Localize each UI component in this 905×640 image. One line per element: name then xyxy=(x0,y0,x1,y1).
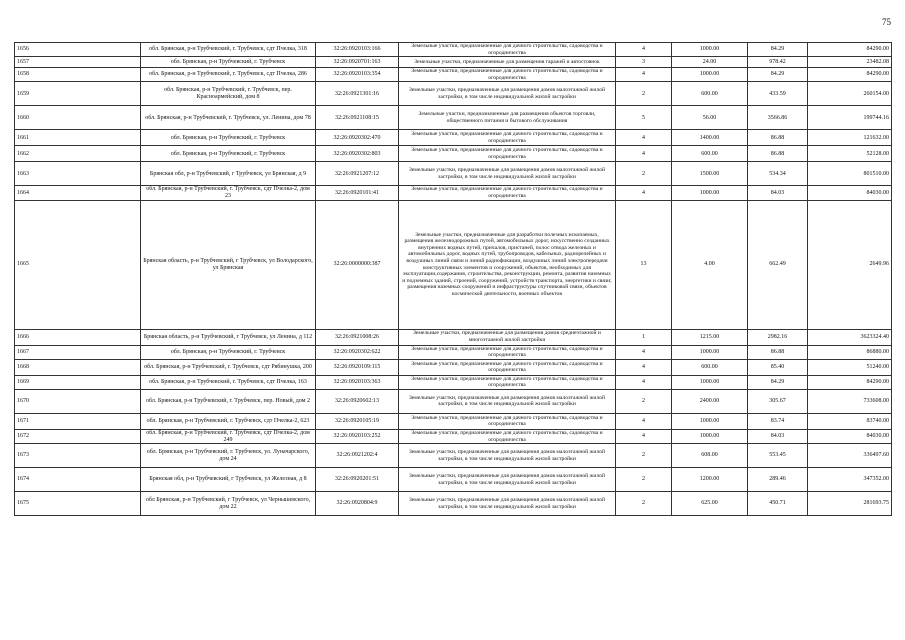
specific-value-cell: 84.03 xyxy=(748,429,808,443)
cadastral-value-cell: 347352.00 xyxy=(808,468,892,492)
cadastral-value-cell: 84290.00 xyxy=(808,68,892,82)
row-number-cell: 1673 xyxy=(15,444,141,468)
table-row xyxy=(15,186,892,200)
cadastral-value-cell: 84030.00 xyxy=(808,186,892,200)
cadastral-number-cell: 32:26:0920201:51 xyxy=(316,468,399,492)
table-row xyxy=(15,429,892,443)
area-cell: 600.00 xyxy=(672,359,748,375)
land-use-cell: Земельные участки, предназначенные для дачного строительства, садоводства и огородничества xyxy=(399,375,616,389)
specific-value-cell: 450.71 xyxy=(748,492,808,516)
category-cell: 4 xyxy=(616,43,672,57)
category-cell: 1 xyxy=(616,329,672,345)
cadastral-number-cell: 32:26:0920804:9 xyxy=(316,492,399,516)
cadastral-number-cell: 32:26:0920602:13 xyxy=(316,389,399,413)
table-row xyxy=(15,146,892,162)
address-cell: обл. Брянская, р-н Трубчевский, г. Трубчевск, сдт Пчелка-2, дом 23 xyxy=(141,186,316,200)
specific-value-cell: 84.29 xyxy=(748,43,808,57)
row-number-cell: 1667 xyxy=(15,345,141,359)
cadastral-number-cell: 32:26:0921008:26 xyxy=(316,329,399,345)
registry-body xyxy=(15,43,892,516)
specific-value-cell: 86.88 xyxy=(748,130,808,146)
cadastral-number-cell: 32:26:0920103:252 xyxy=(316,429,399,443)
row-number-cell: 1660 xyxy=(15,106,141,130)
table-row xyxy=(15,68,892,82)
cadastral-value-cell: 281693.75 xyxy=(808,492,892,516)
table-row xyxy=(15,82,892,106)
area-cell: 1000.00 xyxy=(672,186,748,200)
address-cell: обл. Брянская, р-н Трубчевский, г. Трубчевск xyxy=(141,57,316,68)
table-row xyxy=(15,329,892,345)
row-number-cell: 1656 xyxy=(15,43,141,57)
cadastral-number-cell: 32:26:0921202:4 xyxy=(316,444,399,468)
cadastral-number-cell: 32:26:0920302:803 xyxy=(316,146,399,162)
land-use-cell: Земельные участки, предназначенные для размещения домов малоэтажной жилой застройки, в том числе индивидуальной жилой застройки xyxy=(399,389,616,413)
row-number-cell: 1669 xyxy=(15,375,141,389)
land-use-cell: Земельные участки, предназначенные для размещения объектов торговли, общественного питания и бытового обслуживания xyxy=(399,106,616,130)
cadastral-number-cell: 32:26:0920103:363 xyxy=(316,375,399,389)
address-cell: обл. Брянская, р-н Трубчевский, г. Трубчевск, сдт Рябинушка, 200 xyxy=(141,359,316,375)
cadastral-number-cell: 32:26:0920101:41 xyxy=(316,186,399,200)
area-cell: 1000.00 xyxy=(672,413,748,429)
category-cell: 4 xyxy=(616,413,672,429)
specific-value-cell: 86.88 xyxy=(748,345,808,359)
category-cell: 4 xyxy=(616,68,672,82)
area-cell: 1000.00 xyxy=(672,68,748,82)
table-row xyxy=(15,359,892,375)
area-cell: 600.00 xyxy=(672,82,748,106)
cadastral-number-cell: 32:26:0921207:12 xyxy=(316,162,399,186)
cadastral-value-cell: 83740.00 xyxy=(808,413,892,429)
address-cell: Брянская область, р-н Трубчевский, г Трубчевск, ул Ленина, д 112 xyxy=(141,329,316,345)
cadastral-value-cell: 23482.08 xyxy=(808,57,892,68)
cadastral-value-cell: 86880.00 xyxy=(808,345,892,359)
address-cell: обл. Брянская, р-н Трубчевский, г. Трубчевск xyxy=(141,130,316,146)
area-cell: 2400.00 xyxy=(672,389,748,413)
specific-value-cell: 2982.16 xyxy=(748,329,808,345)
category-cell: 4 xyxy=(616,345,672,359)
table-row xyxy=(15,106,892,130)
category-cell: 5 xyxy=(616,106,672,130)
area-cell: 1215.00 xyxy=(672,329,748,345)
category-cell: 4 xyxy=(616,429,672,443)
cadastral-value-cell: 51240.00 xyxy=(808,359,892,375)
area-cell: 4.00 xyxy=(672,200,748,329)
row-number-cell: 1658 xyxy=(15,68,141,82)
specific-value-cell: 978.42 xyxy=(748,57,808,68)
land-use-cell: Земельные участки, предназначенные для размещения домов малоэтажной жилой застройки, в том числе индивидуальной жилой застройки xyxy=(399,468,616,492)
table-row xyxy=(15,130,892,146)
row-number-cell: 1668 xyxy=(15,359,141,375)
specific-value-cell: 83.74 xyxy=(748,413,808,429)
address-cell: обл. Брянская, р-н Трубчевский, г. Трубчевск, сдт Пчелка, 163 xyxy=(141,375,316,389)
address-cell: обл. Брянская, р-н Трубчевский, г. Трубчевск xyxy=(141,146,316,162)
address-cell: обл Брянская, р-н Трубчевский, г Трубчевск, ул Чернышевского, дом 22 xyxy=(141,492,316,516)
address-cell: обл. Брянская, р-н Трубчевский, г. Трубчевск xyxy=(141,345,316,359)
table-row xyxy=(15,200,892,329)
address-cell: Брянская обл, р-н Трубчевский, г Трубчевск, ул Брянская, д 9 xyxy=(141,162,316,186)
table-row xyxy=(15,389,892,413)
cadastral-value-cell: 336497.60 xyxy=(808,444,892,468)
table-row xyxy=(15,57,892,68)
cadastral-value-cell: 199744.16 xyxy=(808,106,892,130)
table-row xyxy=(15,468,892,492)
category-cell: 4 xyxy=(616,146,672,162)
cadastral-value-cell: 52128.00 xyxy=(808,146,892,162)
address-cell: обл. Брянская, р-н Трубчевский, г. Трубчевск, сдт Пчелка, 318 xyxy=(141,43,316,57)
table-row xyxy=(15,492,892,516)
area-cell: 24.00 xyxy=(672,57,748,68)
row-number-cell: 1663 xyxy=(15,162,141,186)
specific-value-cell: 305.67 xyxy=(748,389,808,413)
cadastral-number-cell: 32:26:0920302:622 xyxy=(316,345,399,359)
land-use-cell: Земельные участки, предназначенные для дачного строительства, садоводства и огородничества xyxy=(399,146,616,162)
land-use-cell: Земельные участки, предназначенные для размещения домов малоэтажной жилой застройки, в том числе индивидуальной жилой застройки xyxy=(399,162,616,186)
cadastral-value-cell: 260154.00 xyxy=(808,82,892,106)
cadastral-number-cell: 32:26:0921301:16 xyxy=(316,82,399,106)
category-cell: 13 xyxy=(616,200,672,329)
land-use-cell: Земельные участки, предназначенные для разработки полезных ископаемых, размещения железнодорожных путей, автомобильных дорог, искусственно созданных внутренних водных путей, причалов, пристаней, полос отвода железных и автомобильных дорог, водных путей, трубопроводов, кабельных, радиорелейных и воздушных линий связи и линий радиофикации, воздушных линий электропередачи конструктивных элементов и сооружений, объектов, необходимых для эксплуатации,содержания, строительства, реконструкции, ремонта, развития наземных и подземных зданий, строений, сооружений, устройств транспорта, энергетики и связи; размещения наземных сооружений и инфраструктуры спутниковой связи, объектов космической деятельности, военных объектов xyxy=(399,200,616,329)
land-use-cell: Земельные участки, предназначенные для дачного строительства, садоводства и огородничества xyxy=(399,43,616,57)
category-cell: 4 xyxy=(616,359,672,375)
land-use-cell: Земельные участки, предназначенные для дачного строительства, садоводства и огородничества xyxy=(399,345,616,359)
cadastral-number-cell: 32:26:0920701:163 xyxy=(316,57,399,68)
row-number-cell: 1674 xyxy=(15,468,141,492)
area-cell: 1000.00 xyxy=(672,429,748,443)
land-use-cell: Земельные участки, предназначенные для дачного строительства, садоводства и огородничества xyxy=(399,429,616,443)
cadastral-value-cell: 121632.00 xyxy=(808,130,892,146)
table-row xyxy=(15,43,892,57)
row-number-cell: 1659 xyxy=(15,82,141,106)
category-cell: 2 xyxy=(616,82,672,106)
land-use-cell: Земельные участки, предназначенные для дачного строительства, садоводства и огородничества xyxy=(399,186,616,200)
category-cell: 4 xyxy=(616,130,672,146)
specific-value-cell: 662.49 xyxy=(748,200,808,329)
land-use-cell: Земельные участки, предназначенные для дачного строительства, садоводства и огородничества xyxy=(399,359,616,375)
row-number-cell: 1670 xyxy=(15,389,141,413)
cadastral-number-cell: 32:26:0920103:166 xyxy=(316,43,399,57)
row-number-cell: 1672 xyxy=(15,429,141,443)
land-registry-table xyxy=(14,42,892,516)
area-cell: 1000.00 xyxy=(672,375,748,389)
category-cell: 2 xyxy=(616,444,672,468)
cadastral-value-cell: 2649.96 xyxy=(808,200,892,329)
cadastral-number-cell: 32:26:0920103:354 xyxy=(316,68,399,82)
land-use-cell: Земельные участки, предназначенные для размещения домов малоэтажной жилой застройки, в том числе индивидуальной жилой застройки xyxy=(399,492,616,516)
land-use-cell: Земельные участки, предназначенные для дачного строительства, садоводства и огородничества xyxy=(399,130,616,146)
row-number-cell: 1664 xyxy=(15,186,141,200)
cadastral-value-cell: 733608.00 xyxy=(808,389,892,413)
cadastral-number-cell: 32:26:0920302:470 xyxy=(316,130,399,146)
category-cell: 2 xyxy=(616,162,672,186)
specific-value-cell: 534.34 xyxy=(748,162,808,186)
page-number: 75 xyxy=(882,17,891,27)
row-number-cell: 1671 xyxy=(15,413,141,429)
address-cell: обл. Брянская, р-н Трубчевский, г. Трубчевск, пер. Новый, дом 2 xyxy=(141,389,316,413)
land-use-cell: Земельные участки, предназначенные для размещения гаражей и автостоянок xyxy=(399,57,616,68)
category-cell: 4 xyxy=(616,186,672,200)
specific-value-cell: 553.45 xyxy=(748,444,808,468)
area-cell: 1400.00 xyxy=(672,130,748,146)
category-cell: 4 xyxy=(616,375,672,389)
specific-value-cell: 84.29 xyxy=(748,68,808,82)
land-use-cell: Земельные участки, предназначенные для размещения домов среднеэтажной и многоэтажной жилой застройки xyxy=(399,329,616,345)
row-number-cell: 1661 xyxy=(15,130,141,146)
category-cell: 2 xyxy=(616,492,672,516)
area-cell: 625.00 xyxy=(672,492,748,516)
table-row xyxy=(15,444,892,468)
cadastral-value-cell: 84290.00 xyxy=(808,43,892,57)
table-row xyxy=(15,345,892,359)
land-use-cell: Земельные участки, предназначенные для размещения домов малоэтажной жилой застройки, в том числе индивидуальной жилой застройки xyxy=(399,444,616,468)
table-row xyxy=(15,375,892,389)
cadastral-value-cell: 84030.00 xyxy=(808,429,892,443)
address-cell: Брянская область, р-н Трубчевский, г Трубчевск, ул Володарского, ул Брянская xyxy=(141,200,316,329)
address-cell: обл. Брянская, р-н Трубчевский, г. Трубчевск, сдт Пчелка-2, 623 xyxy=(141,413,316,429)
area-cell: 1200.00 xyxy=(672,468,748,492)
cadastral-value-cell: 84290.00 xyxy=(808,375,892,389)
area-cell: 608.00 xyxy=(672,444,748,468)
area-cell: 56.00 xyxy=(672,106,748,130)
specific-value-cell: 433.59 xyxy=(748,82,808,106)
row-number-cell: 1657 xyxy=(15,57,141,68)
row-number-cell: 1662 xyxy=(15,146,141,162)
area-cell: 1500.00 xyxy=(672,162,748,186)
address-cell: Брянская обл, р-н Трубчевский, г Трубчевск, ул Железная, д 8 xyxy=(141,468,316,492)
category-cell: 3 xyxy=(616,57,672,68)
land-use-cell: Земельные участки, предназначенные для дачного строительства, садоводства и огородничества xyxy=(399,413,616,429)
cadastral-value-cell: 801510.00 xyxy=(808,162,892,186)
address-cell: обл. Брянская, р-н Трубчевский, г. Трубчевск, ул. Луначарского, дом 24 xyxy=(141,444,316,468)
land-use-cell: Земельные участки, предназначенные для размещения домов малоэтажной жилой застройки, в том числе индивидуальной жилой застройки xyxy=(399,82,616,106)
specific-value-cell: 85.40 xyxy=(748,359,808,375)
address-cell: обл. Брянская, р-н Трубчевский, г. Трубчевск, сдт Пчелка-2, дом 249 xyxy=(141,429,316,443)
address-cell: обл. Брянская, р-н Трубчевский, г. Трубчевск, пер. Красноармейский, дом 8 xyxy=(141,82,316,106)
specific-value-cell: 289.46 xyxy=(748,468,808,492)
specific-value-cell: 84.03 xyxy=(748,186,808,200)
cadastral-number-cell: 32:26:0921108:15 xyxy=(316,106,399,130)
area-cell: 600.00 xyxy=(672,146,748,162)
specific-value-cell: 3566.86 xyxy=(748,106,808,130)
row-number-cell: 1665 xyxy=(15,200,141,329)
land-use-cell: Земельные участки, предназначенные для дачного строительства, садоводства и огородничества xyxy=(399,68,616,82)
category-cell: 2 xyxy=(616,389,672,413)
cadastral-number-cell: 32:26:0000000:387 xyxy=(316,200,399,329)
address-cell: обл. Брянская, р-н Трубчевский, г. Трубчевск, ул. Ленина, дом 78 xyxy=(141,106,316,130)
cadastral-value-cell: 3623324.40 xyxy=(808,329,892,345)
table-row xyxy=(15,162,892,186)
address-cell: обл. Брянская, р-н Трубчевский, г. Трубчевск, сдт Пчелка, 286 xyxy=(141,68,316,82)
row-number-cell: 1675 xyxy=(15,492,141,516)
table-row xyxy=(15,413,892,429)
specific-value-cell: 86.88 xyxy=(748,146,808,162)
row-number-cell: 1666 xyxy=(15,329,141,345)
category-cell: 2 xyxy=(616,468,672,492)
specific-value-cell: 84.29 xyxy=(748,375,808,389)
cadastral-number-cell: 32:26:0920109:115 xyxy=(316,359,399,375)
area-cell: 1000.00 xyxy=(672,43,748,57)
cadastral-number-cell: 32:26:0920105:19 xyxy=(316,413,399,429)
area-cell: 1000.00 xyxy=(672,345,748,359)
